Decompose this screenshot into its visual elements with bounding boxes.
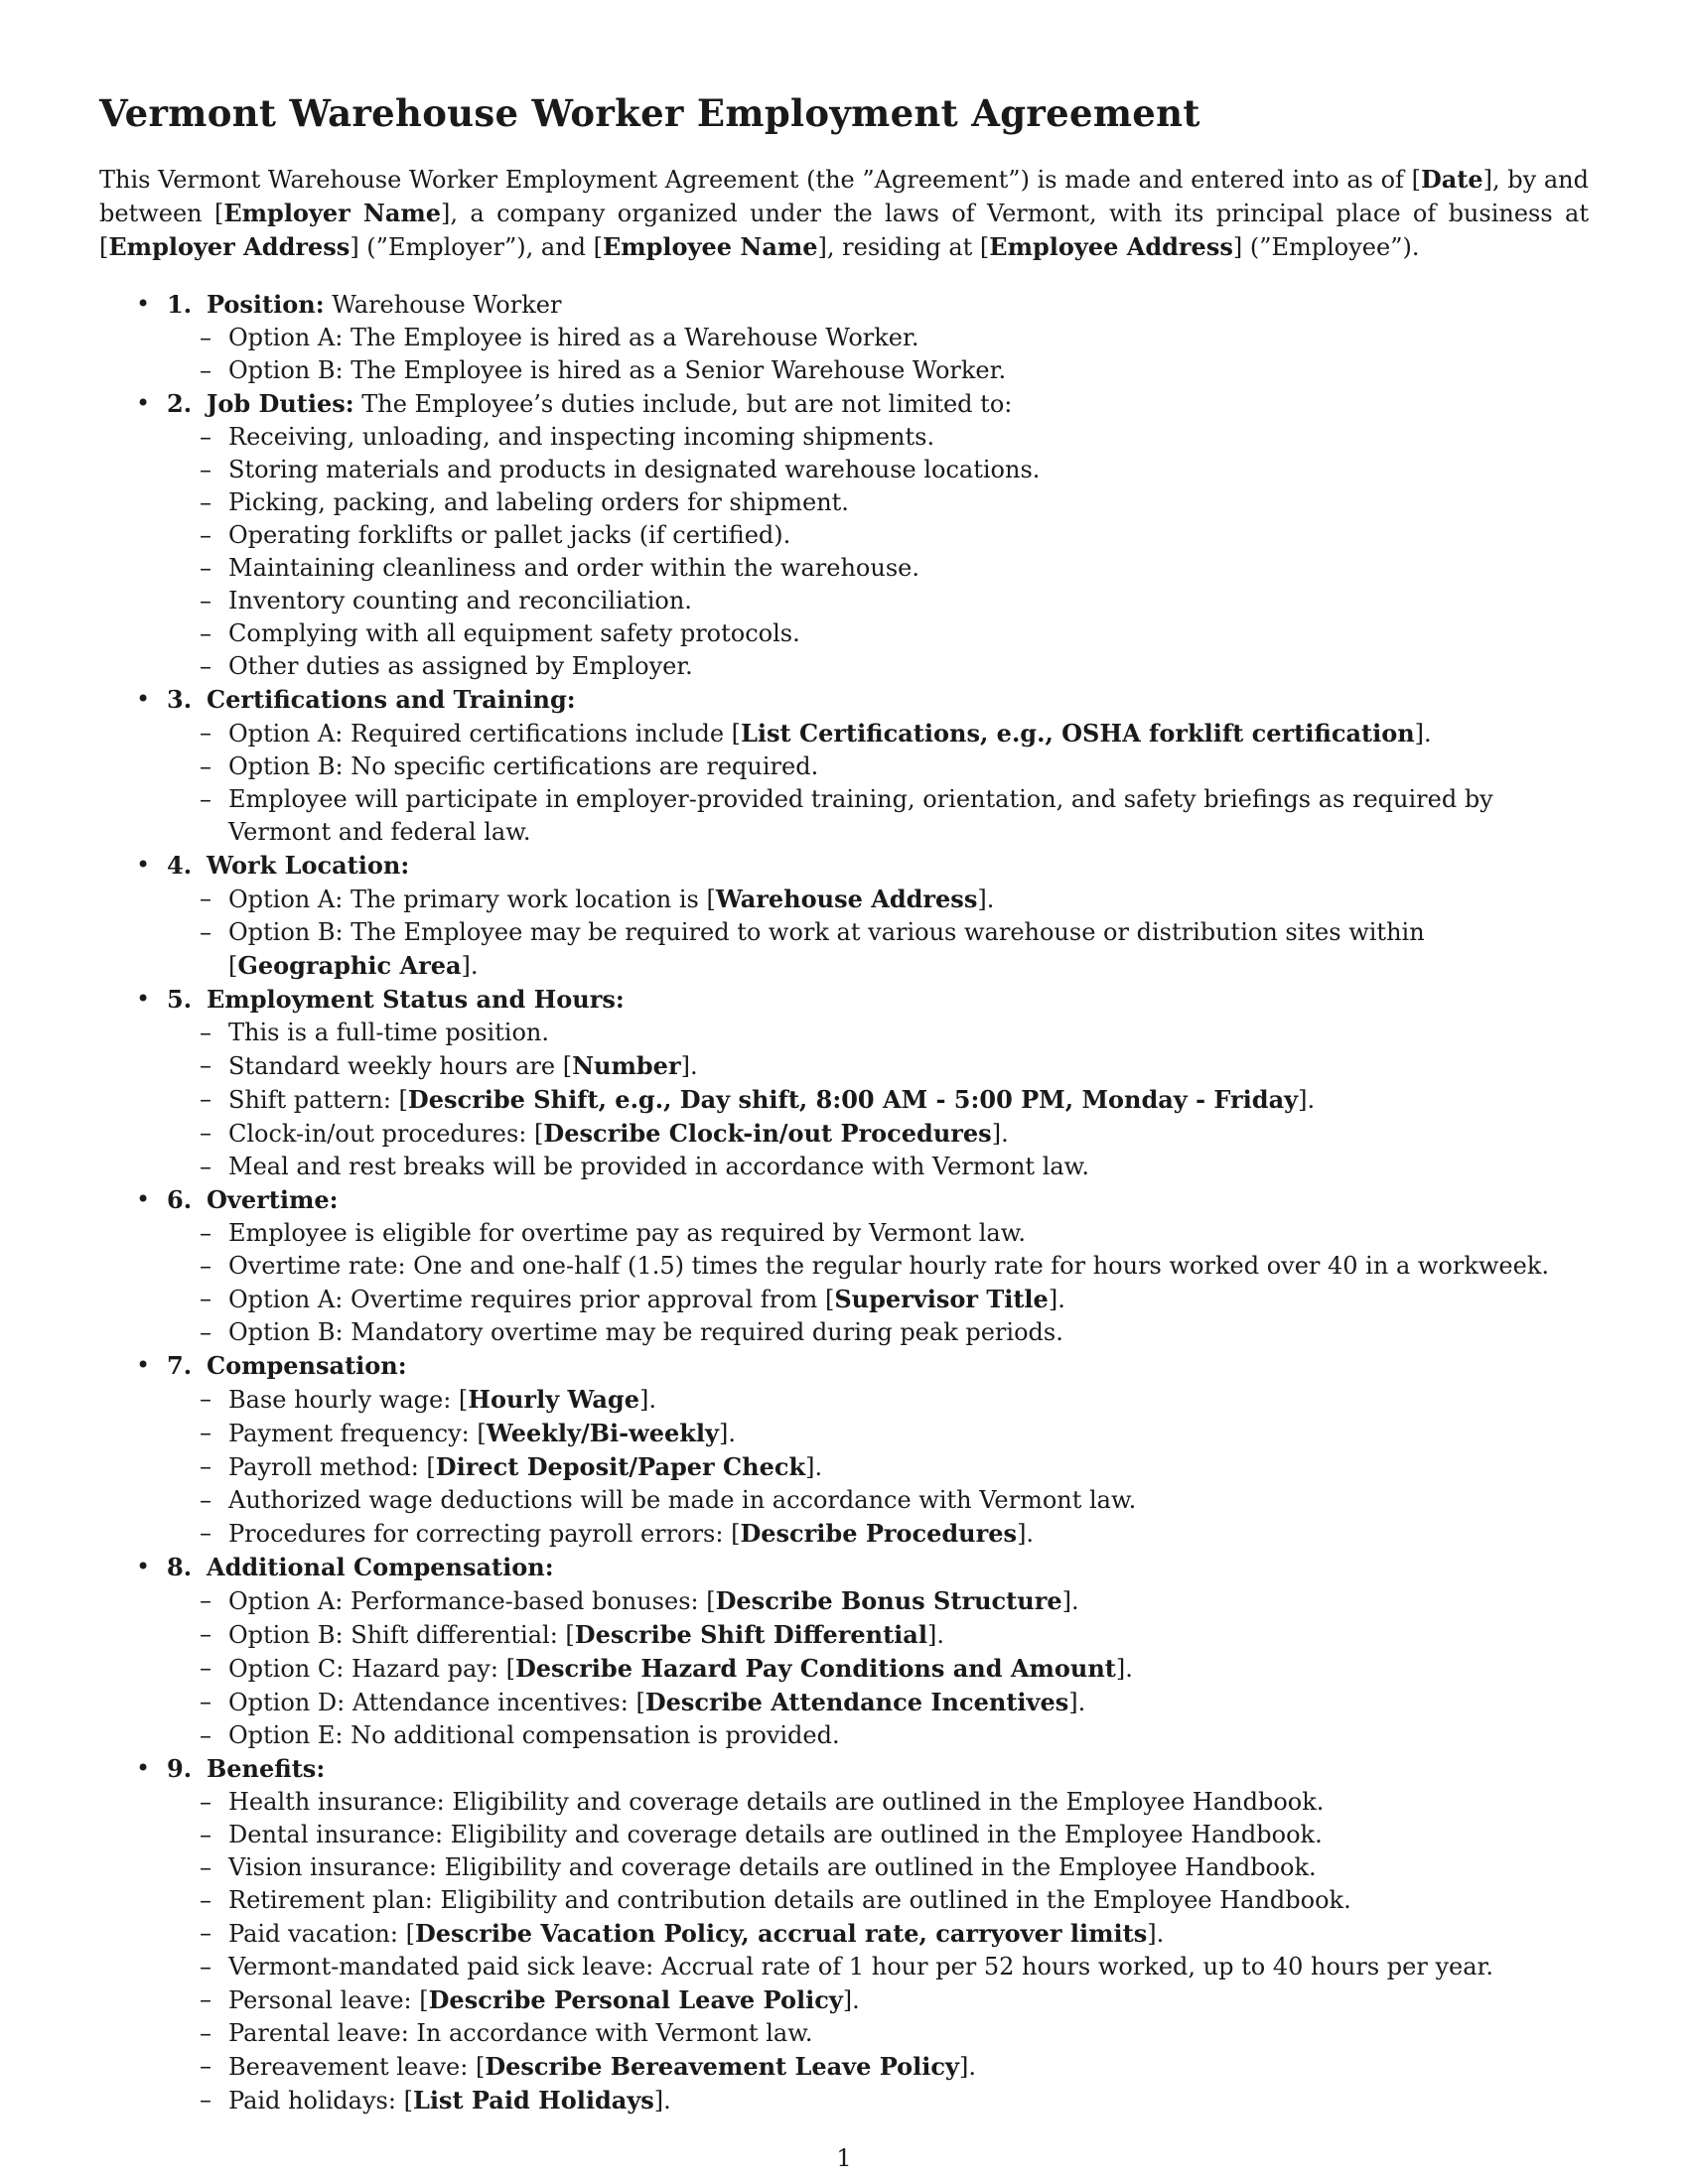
text-run: Option A: Overtime requires prior approval from [ <box>228 1286 835 1313</box>
text-run: Employee will participate in employer-provided training, orientation, and safety briefings as required by Vermont and federal law. <box>228 785 1493 846</box>
placeholder-field: Describe Hazard Pay Conditions and Amount <box>514 1654 1116 1683</box>
list-item <box>207 1786 1589 1819</box>
list-item <box>207 650 1589 683</box>
section-heading <box>167 1551 1589 1584</box>
text-run: Personal leave: [ <box>228 1986 429 2014</box>
text-run: Base hourly wage: [ <box>228 1386 469 1414</box>
text-run: Option A: Performance-based bonuses: [ <box>228 1587 716 1615</box>
list-item <box>207 2050 1589 2084</box>
text-run: ], a company organized under the laws of Vermont, with its principal place of business at [ <box>99 200 1589 261</box>
section-title: Work Location: <box>207 851 410 880</box>
text-run: ], residing at [ <box>817 233 990 261</box>
placeholder-field: Describe Personal Leave Policy <box>428 1985 843 2014</box>
section-sublist <box>207 883 1589 983</box>
list-item <box>207 1049 1589 1083</box>
list-item <box>207 519 1589 552</box>
section-text: The Employee’s duties include, but are not limited to: <box>353 390 1013 418</box>
placeholder-field: Describe Clock-in/out Procedures <box>543 1119 992 1148</box>
text-run: Overtime rate: One and one-half (1.5) times the regular hourly rate for hours worked over 40 in a workweek. <box>228 1252 1550 1280</box>
text-run: ]. <box>1414 720 1432 748</box>
section-title: Compensation: <box>207 1351 407 1380</box>
section-heading <box>167 983 1589 1017</box>
section-title: Job Duties: <box>207 389 354 418</box>
placeholder-field: List Paid Holidays <box>412 2086 654 2115</box>
text-run: ], by and between [ <box>99 166 1589 227</box>
section-title: Benefits: <box>207 1754 326 1783</box>
list-item <box>207 1584 1589 1618</box>
list-item <box>207 783 1589 849</box>
text-run: ]. <box>1061 1587 1079 1615</box>
section-item <box>99 849 1589 983</box>
list-item <box>207 1383 1589 1417</box>
list-item <box>207 1917 1589 1951</box>
placeholder-field: Employee Address <box>989 232 1233 261</box>
list-item <box>207 585 1589 617</box>
section-list <box>99 288 1589 2117</box>
placeholder-field: Hourly Wage <box>468 1385 639 1414</box>
placeholder-field: Employer Name <box>223 199 442 227</box>
text-run: Inventory counting and reconciliation. <box>228 587 692 614</box>
list-item <box>207 1117 1589 1151</box>
list-item <box>207 617 1589 650</box>
text-run: ]. <box>1017 1520 1035 1548</box>
text-run: Option A: Required certifications include [ <box>228 720 742 748</box>
list-item <box>207 552 1589 585</box>
list-item <box>207 1417 1589 1450</box>
text-run: Vision insurance: Eligibility and coverage details are outlined in the Employee Handbook. <box>228 1853 1317 1881</box>
section-item <box>99 1349 1589 1551</box>
text-run: Retirement plan: Eligibility and contribution details are outlined in the Employee Handbook. <box>228 1886 1351 1914</box>
page-number: 1 <box>836 2144 852 2172</box>
text-run: ]. <box>653 2087 671 2115</box>
text-run: Payroll method: [ <box>228 1453 436 1481</box>
list-item <box>207 2084 1589 2117</box>
list-item <box>207 322 1589 354</box>
list-item <box>207 1819 1589 1851</box>
text-run: Dental insurance: Eligibility and coverage details are outlined in the Employee Handbook. <box>228 1821 1323 1848</box>
text-run: ]. <box>638 1386 656 1414</box>
section-sublist <box>207 1217 1589 1349</box>
list-item <box>207 1283 1589 1316</box>
document-page <box>99 91 1589 2117</box>
placeholder-field: Geographic Area <box>237 951 462 980</box>
text-run: Bereavement leave: [ <box>228 2053 486 2081</box>
text-run: ]. <box>842 1986 860 2014</box>
placeholder-field: Describe Vacation Policy, accrual rate, carryover limits <box>414 1919 1148 1948</box>
section-sublist <box>207 1017 1589 1183</box>
list-item <box>207 1217 1589 1250</box>
text-run: Option A: The Employee is hired as a Warehouse Worker. <box>228 324 919 351</box>
section-title: Position: <box>207 290 325 319</box>
section-number: • 3. <box>167 685 193 714</box>
text-run: ]. <box>1068 1689 1086 1716</box>
placeholder-field: Describe Bereavement Leave Policy <box>485 2052 959 2081</box>
list-item <box>207 1517 1589 1551</box>
text-run: Option C: Hazard pay: [ <box>228 1655 515 1683</box>
text-run: Vermont-mandated paid sick leave: Accrual rate of 1 hour per 52 hours worked, up to 40 hours per year. <box>228 1953 1493 1980</box>
section-number: • 5. <box>167 985 193 1014</box>
section-number: • 8. <box>167 1553 193 1581</box>
placeholder-field: Employee Name <box>602 232 818 261</box>
section-text: Warehouse Worker <box>324 291 562 319</box>
list-item <box>207 1450 1589 1484</box>
list-item <box>207 1083 1589 1117</box>
section-sublist <box>207 322 1589 387</box>
text-run: Option A: The primary work location is [ <box>228 886 716 913</box>
text-run: ] (”Employee”). <box>1232 233 1420 261</box>
section-heading <box>167 1752 1589 1786</box>
list-item <box>207 1884 1589 1917</box>
section-number: • 1. <box>167 290 193 319</box>
placeholder-field: Direct Deposit/Paper Check <box>435 1452 806 1481</box>
text-run: Payment frequency: [ <box>228 1420 487 1447</box>
list-item <box>207 1652 1589 1686</box>
list-item <box>207 421 1589 454</box>
placeholder-field: Date <box>1420 165 1483 194</box>
section-heading <box>167 288 1589 322</box>
text-run: Procedures for correcting payroll errors: [ <box>228 1520 741 1548</box>
text-run: Option B: The Employee is hired as a Senior Warehouse Worker. <box>228 356 1007 384</box>
text-run: Option B: No specific certifications are required. <box>228 752 819 780</box>
section-number: • 4. <box>167 851 193 880</box>
text-run: ]. <box>1048 1286 1065 1313</box>
text-run: ]. <box>461 952 479 980</box>
intro-paragraph <box>99 163 1589 264</box>
section-item <box>99 1752 1589 2117</box>
section-item <box>99 983 1589 1183</box>
list-item <box>207 454 1589 486</box>
placeholder-field: Weekly/Bi-weekly <box>486 1419 719 1447</box>
section-number: • 9. <box>167 1754 193 1783</box>
text-run: ] (”Employer”), and [ <box>350 233 603 261</box>
placeholder-field: Warehouse Address <box>715 885 978 913</box>
list-item <box>207 1151 1589 1183</box>
list-item <box>207 883 1589 916</box>
placeholder-field: Describe Shift, e.g., Day shift, 8:00 AM - 5:00 PM, Monday - Friday <box>407 1085 1299 1114</box>
section-heading <box>167 1183 1589 1217</box>
text-run: ]. <box>977 886 995 913</box>
text-run: ]. <box>926 1621 944 1649</box>
placeholder-field: Employer Address <box>108 232 351 261</box>
placeholder-field: List Certifications, e.g., OSHA forklift certification <box>741 719 1415 748</box>
text-run: Picking, packing, and labeling orders for shipment. <box>228 488 849 516</box>
section-number: • 6. <box>167 1185 193 1214</box>
text-run: This Vermont Warehouse Worker Employment Agreement (the ”Agreement”) is made and entered into as of [ <box>99 166 1421 194</box>
section-sublist <box>207 1786 1589 2117</box>
section-sublist <box>207 1584 1589 1752</box>
section-number: • 7. <box>167 1351 193 1380</box>
text-run: ]. <box>1115 1655 1133 1683</box>
text-run: Option B: The Employee may be required to work at various warehouse or distribution sites within [ <box>228 918 1425 980</box>
list-item <box>207 1851 1589 1884</box>
section-item <box>99 1183 1589 1349</box>
list-item <box>207 1316 1589 1349</box>
text-run: Complying with all equipment safety protocols. <box>228 619 800 647</box>
text-run: Maintaining cleanliness and order within the warehouse. <box>228 554 919 582</box>
list-item <box>207 2017 1589 2050</box>
text-run: Operating forklifts or pallet jacks (if certified). <box>228 521 791 549</box>
text-run: Option E: No additional compensation is provided. <box>228 1721 840 1749</box>
list-item <box>207 1983 1589 2017</box>
section-sublist <box>207 717 1589 849</box>
section-title: Additional Compensation: <box>207 1553 554 1581</box>
text-run: Option D: Attendance incentives: [ <box>228 1689 645 1716</box>
section-item <box>99 288 1589 387</box>
text-run: ]. <box>958 2053 976 2081</box>
text-run: Receiving, unloading, and inspecting incoming shipments. <box>228 423 935 451</box>
placeholder-field: Describe Shift Differential <box>574 1620 927 1649</box>
text-run: Option B: Mandatory overtime may be required during peak periods. <box>228 1318 1063 1346</box>
text-run: Paid holidays: [ <box>228 2087 413 2115</box>
list-item <box>207 1951 1589 1983</box>
text-run: ]. <box>680 1052 698 1080</box>
document-title: Vermont Warehouse Worker Employment Agreement <box>99 91 1200 135</box>
list-item <box>207 717 1589 751</box>
text-run: This is a full-time position. <box>228 1019 550 1046</box>
placeholder-field: Supervisor Title <box>834 1285 1049 1313</box>
list-item <box>207 1250 1589 1283</box>
placeholder-field: Describe Attendance Incentives <box>644 1688 1069 1716</box>
text-run: ]. <box>1298 1086 1316 1114</box>
text-run: Parental leave: In accordance with Vermont law. <box>228 2019 813 2047</box>
text-run: ]. <box>805 1453 823 1481</box>
text-run: Shift pattern: [ <box>228 1086 408 1114</box>
list-item <box>207 1719 1589 1752</box>
text-run: Other duties as assigned by Employer. <box>228 652 693 680</box>
text-run: ]. <box>719 1420 736 1447</box>
list-item <box>207 1017 1589 1049</box>
text-run: Employee is eligible for overtime pay as required by Vermont law. <box>228 1219 1027 1247</box>
list-item <box>207 1484 1589 1517</box>
section-number: • 2. <box>167 389 193 418</box>
placeholder-field: Number <box>572 1051 681 1080</box>
section-sublist <box>207 421 1589 683</box>
section-heading <box>167 1349 1589 1383</box>
text-run: Authorized wage deductions will be made in accordance with Vermont law. <box>228 1486 1137 1514</box>
list-item <box>207 354 1589 387</box>
text-run: Paid vacation: [ <box>228 1920 415 1948</box>
text-run: Storing materials and products in designated warehouse locations. <box>228 456 1041 483</box>
list-item <box>207 751 1589 783</box>
section-item <box>99 387 1589 683</box>
list-item <box>207 486 1589 519</box>
text-run: Meal and rest breaks will be provided in accordance with Vermont law. <box>228 1153 1089 1180</box>
section-item <box>99 683 1589 849</box>
section-heading <box>167 387 1589 421</box>
text-run: Option B: Shift differential: [ <box>228 1621 575 1649</box>
list-item <box>207 916 1589 983</box>
section-heading <box>167 683 1589 717</box>
text-run: ]. <box>991 1120 1009 1148</box>
section-title: Certifications and Training: <box>207 685 576 714</box>
text-run: Standard weekly hours are [ <box>228 1052 573 1080</box>
text-run: Health insurance: Eligibility and coverage details are outlined in the Employee Handbook. <box>228 1788 1325 1816</box>
section-sublist <box>207 1383 1589 1551</box>
section-title: Employment Status and Hours: <box>207 985 625 1014</box>
section-title: Overtime: <box>207 1185 339 1214</box>
placeholder-field: Describe Bonus Structure <box>715 1586 1062 1615</box>
list-item <box>207 1618 1589 1652</box>
list-item <box>207 1686 1589 1719</box>
text-run: ]. <box>1147 1920 1165 1948</box>
section-item <box>99 1551 1589 1752</box>
section-heading <box>167 849 1589 883</box>
placeholder-field: Describe Procedures <box>740 1519 1018 1548</box>
text-run: Clock-in/out procedures: [ <box>228 1120 544 1148</box>
